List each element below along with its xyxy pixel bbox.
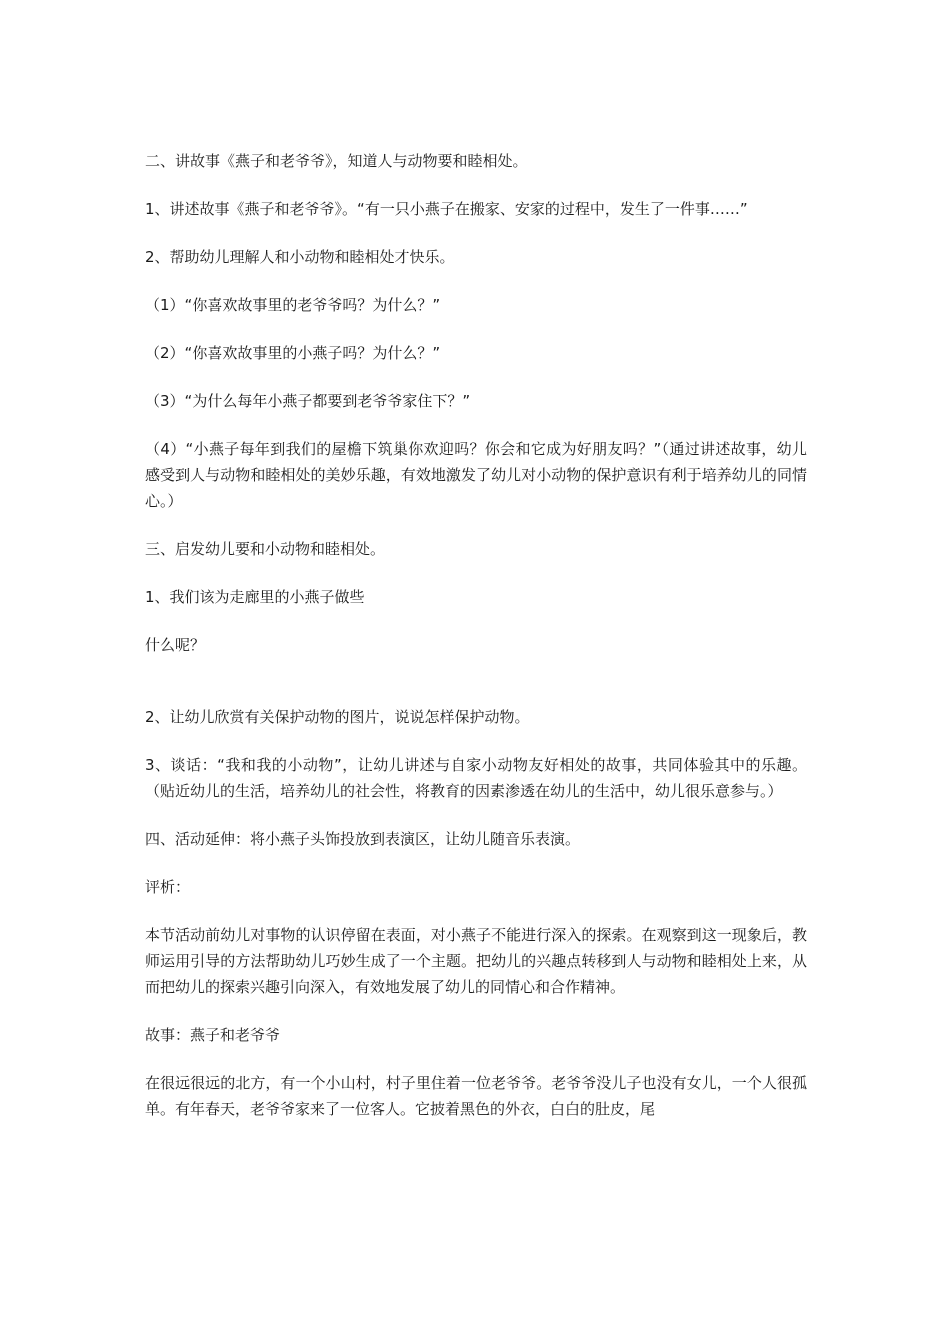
story-title: 故事：燕子和老爷爷 xyxy=(145,1026,281,1044)
section-heading-2: 二、讲故事《燕子和老爷爷》，知道人与动物要和睦相处。 xyxy=(145,152,528,170)
question-2: （2）“你喜欢故事里的小燕子吗？为什么？” xyxy=(145,344,441,362)
paragraph-3-1a: 1、我们该为走廊里的小燕子做些 xyxy=(145,588,365,606)
document-page xyxy=(145,148,807,1122)
paragraph-3-1b: 什么呢？ xyxy=(145,636,206,654)
section-heading-3: 三、启发幼儿要和小动物和睦相处。 xyxy=(145,540,386,558)
question-4: （4）“小燕子每年到我们的屋檐下筑巢你欢迎吗？你会和它成为好朋友吗？”（通过讲述故事，幼儿感受到人与动物和睦相处的美妙乐趣，有效地激发了幼儿对小动物的保护意识有利于培养幼儿的同情心。） xyxy=(145,440,807,510)
review-paragraph: 本节活动前幼儿对事物的认识停留在表面，对小燕子不能进行深入的探索。在观察到这一现象后，教师运用引导的方法帮助幼儿巧妙生成了一个主题。把幼儿的兴趣点转移到人与动物和睦相处上来，从而把幼儿的探索兴趣引向深入，有效地发展了幼儿的同情心和合作精神。 xyxy=(145,926,807,996)
story-paragraph: 在很远很远的北方，有一个小山村，村子里住着一位老爷爷。老爷爷没儿子也没有女儿，一个人很孤单。有年春天，老爷爷家来了一位客人。它披着黑色的外衣，白白的肚皮，尾 xyxy=(145,1074,807,1118)
paragraph-3-2: 2、让幼儿欣赏有关保护动物的图片，说说怎样保护动物。 xyxy=(145,708,530,726)
paragraph-1-2: 2、帮助幼儿理解人和小动物和睦相处才快乐。 xyxy=(145,248,455,266)
question-3: （3）“为什么每年小燕子都要到老爷爷家住下？” xyxy=(145,392,471,410)
paragraph-3-3: 3、谈话：“我和我的小动物”，让幼儿讲述与自家小动物友好相处的故事，共同体验其中的乐趣。（贴近幼儿的生活，培养幼儿的社会性，将教育的因素渗透在幼儿的生活中，幼儿很乐意参与。） xyxy=(145,756,807,800)
review-heading: 评析： xyxy=(145,878,191,896)
paragraph-1-1: 1、讲述故事《燕子和老爷爷》。“有一只小燕子在搬家、安家的过程中，发生了一件事……” xyxy=(145,200,748,218)
section-heading-4: 四、活动延伸：将小燕子头饰投放到表演区，让幼儿随音乐表演。 xyxy=(145,830,581,848)
question-1: （1）“你喜欢故事里的老爷爷吗？为什么？” xyxy=(145,296,441,314)
